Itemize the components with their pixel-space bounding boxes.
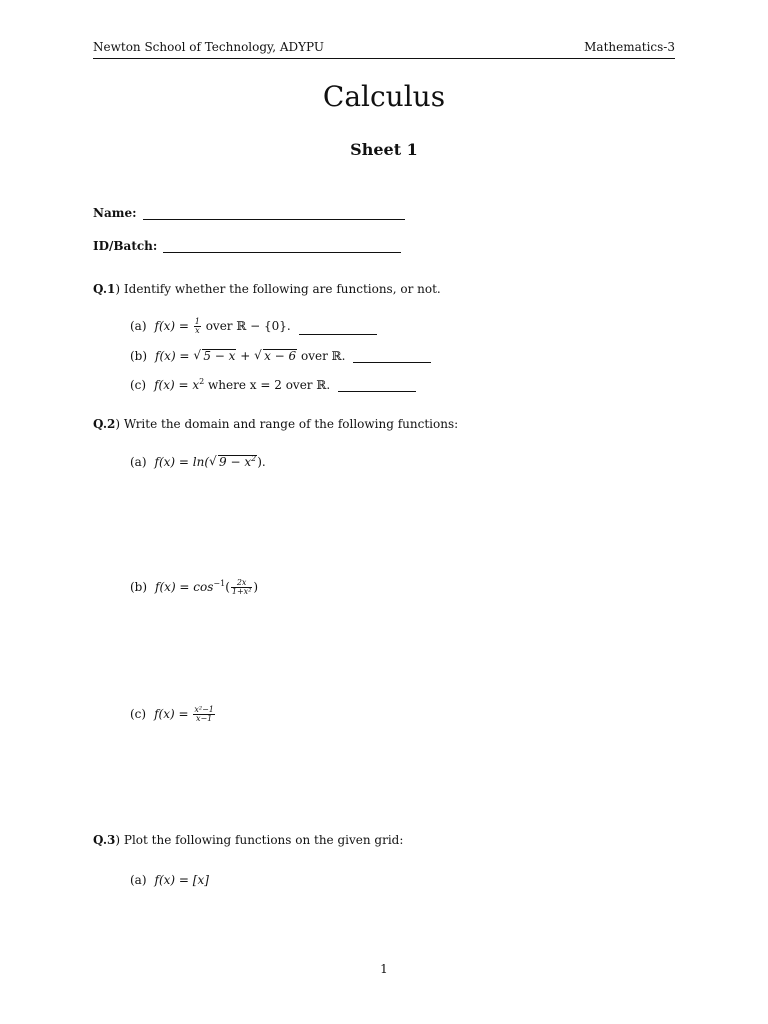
q1-item-b-lhs: f(x) = bbox=[155, 349, 194, 363]
q2-item-b-label: (b) bbox=[130, 580, 148, 594]
id-batch-blank-line bbox=[163, 242, 401, 253]
q2-item-a-label: (a) bbox=[130, 455, 147, 469]
q2-item-c-lhs: f(x) = bbox=[154, 707, 193, 721]
q1-item-a-den: x bbox=[195, 326, 200, 335]
q2-item-c bbox=[130, 706, 216, 723]
name-field bbox=[93, 206, 405, 220]
q1-item-b bbox=[130, 349, 431, 363]
q1-item-a-answer-line bbox=[299, 324, 377, 335]
q2-item-b-den: 1+x² bbox=[231, 587, 252, 596]
q2-item-b bbox=[130, 579, 258, 596]
q2-item-b-exponent: −1 bbox=[213, 579, 226, 588]
q1-item-b-radicand-1: 5 − x bbox=[203, 349, 236, 363]
q1-item-c-rest: where x = 2 over ℝ. bbox=[204, 378, 331, 392]
q3-item-a bbox=[130, 873, 209, 887]
q2-item-a-sqrt bbox=[209, 455, 257, 469]
q2-item-c-label: (c) bbox=[130, 707, 147, 721]
q2-item-a-radicand: 9 − x bbox=[219, 455, 252, 469]
q2-item-c-num: x²−1 bbox=[194, 705, 214, 714]
question-2-paren: ) bbox=[115, 417, 121, 431]
q3-item-a-label: (a) bbox=[130, 873, 147, 887]
q2-item-c-den: x−1 bbox=[195, 714, 213, 723]
q2-item-a-exponent: 2 bbox=[251, 454, 257, 463]
q1-item-c-answer-line bbox=[338, 381, 416, 392]
question-1-number: Q.1 bbox=[93, 282, 116, 296]
q1-item-c bbox=[130, 378, 416, 392]
q1-item-a-fraction bbox=[194, 318, 201, 335]
q1-item-b-rest: over ℝ. bbox=[297, 349, 346, 363]
question-3-text: Plot the following functions on the given grid: bbox=[120, 833, 404, 847]
q1-item-c-exponent: 2 bbox=[199, 377, 205, 386]
q1-item-a-num: 1 bbox=[194, 317, 200, 326]
q1-item-b-radicand-2: x − 6 bbox=[264, 349, 297, 363]
q1-item-b-sqrt-2 bbox=[254, 349, 297, 363]
question-2 bbox=[93, 417, 458, 431]
q2-item-b-fraction bbox=[231, 579, 253, 596]
header-rule bbox=[93, 58, 675, 59]
q1-item-b-sqrt-1 bbox=[193, 349, 236, 363]
question-1-paren: ) bbox=[115, 282, 121, 296]
page-subtitle: Sheet 1 bbox=[350, 140, 418, 159]
q1-item-a-lhs: f(x) = bbox=[154, 319, 193, 333]
q1-item-c-lhs: f(x) = x bbox=[154, 378, 200, 392]
q2-item-a-rest: ). bbox=[257, 455, 266, 469]
question-2-number: Q.2 bbox=[93, 417, 116, 431]
q2-item-b-lhs: f(x) = cos bbox=[155, 580, 214, 594]
name-label: Name: bbox=[93, 206, 137, 220]
q1-item-b-plus: + bbox=[236, 349, 255, 363]
question-3-paren: ) bbox=[115, 833, 121, 847]
page-number: 1 bbox=[380, 962, 388, 976]
q2-item-a-lhs: f(x) = ln( bbox=[154, 455, 210, 469]
q1-item-c-label: (c) bbox=[130, 378, 147, 392]
page-title: Calculus bbox=[322, 80, 446, 113]
q2-item-b-open-paren: ( bbox=[225, 580, 230, 594]
q1-item-a bbox=[130, 318, 377, 335]
q1-item-b-answer-line bbox=[353, 352, 431, 363]
id-batch-field bbox=[93, 239, 401, 253]
header-course: Mathematics-3 bbox=[584, 40, 675, 54]
id-batch-label: ID/Batch: bbox=[93, 239, 158, 253]
question-1-text: Identify whether the following are functions, or not. bbox=[120, 282, 441, 296]
name-blank-line bbox=[143, 209, 405, 220]
q1-item-a-label: (a) bbox=[130, 319, 147, 333]
q3-item-a-expression: f(x) = [x] bbox=[154, 873, 209, 887]
q2-item-c-fraction bbox=[193, 706, 215, 723]
q2-item-a bbox=[130, 455, 266, 469]
question-2-text: Write the domain and range of the following functions: bbox=[120, 417, 459, 431]
question-3-number: Q.3 bbox=[93, 833, 116, 847]
header-institution: Newton School of Technology, ADYPU bbox=[93, 40, 325, 54]
question-1 bbox=[93, 282, 441, 296]
q2-item-b-close-paren: ) bbox=[253, 580, 259, 594]
q1-item-b-label: (b) bbox=[130, 349, 148, 363]
question-3 bbox=[93, 833, 403, 847]
q2-item-b-num: 2x bbox=[231, 579, 253, 588]
q1-item-a-rest: over ℝ − {0}. bbox=[201, 319, 291, 333]
